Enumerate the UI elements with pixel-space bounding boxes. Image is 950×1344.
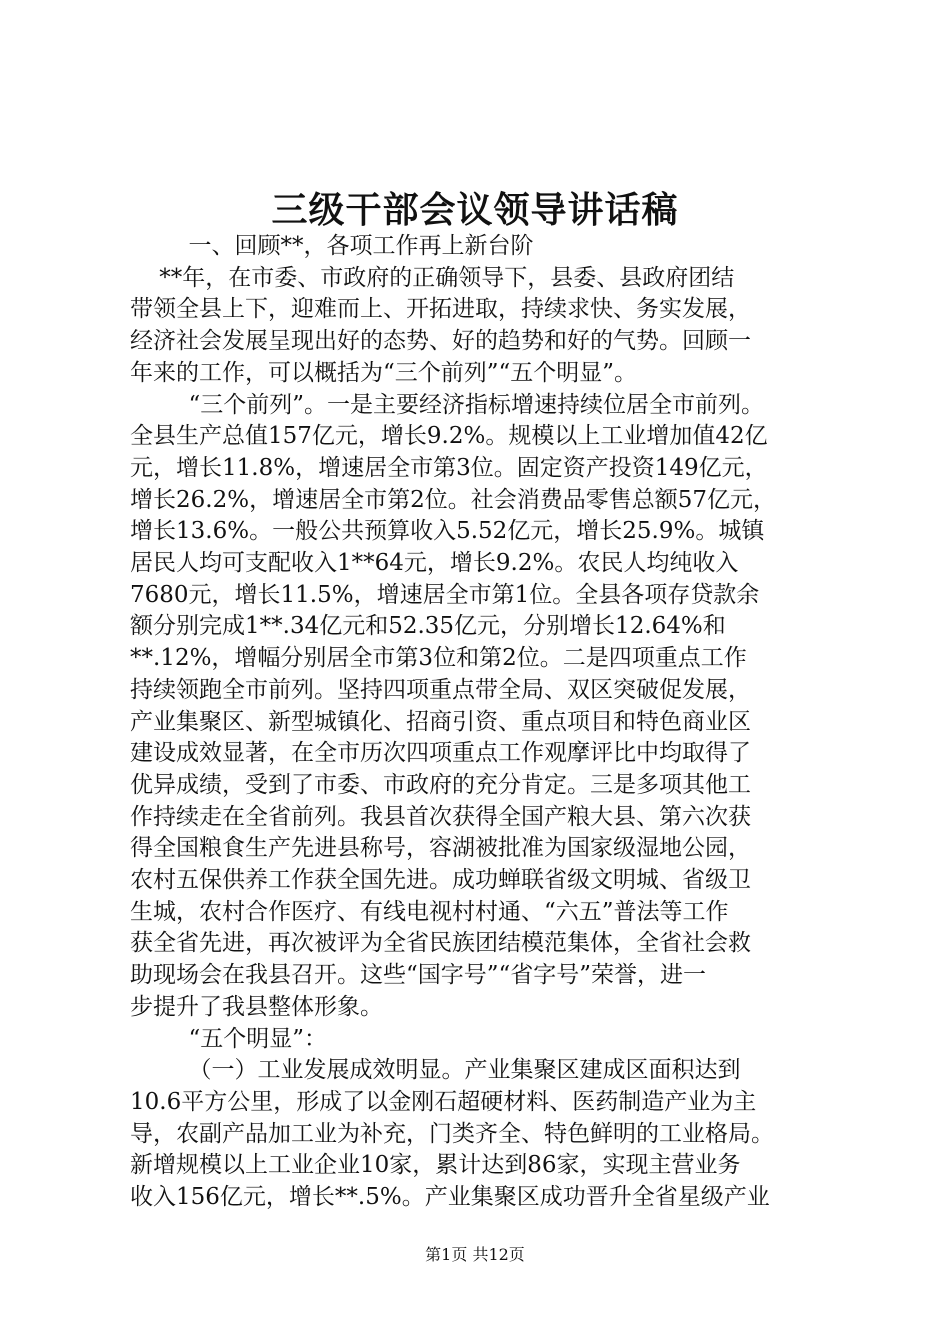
body-line: 建设成效显著，在全市历次四项重点工作观摩评比中均取得了	[130, 740, 751, 767]
body-line: 7680元，增长11.5%，增速居全市第1位。全县各项存贷款余	[130, 581, 760, 608]
body-line: 作持续走在全省前列。我县首次获得全国产粮大县、第六次获	[130, 803, 751, 830]
body-line: 持续领跑全市前列。坚持四项重点带全局、双区突破促发展，	[130, 676, 751, 703]
body-line: “五个明显”：	[130, 1025, 328, 1052]
body-line: “三个前列”。一是主要经济指标增速持续位居全市前列。	[130, 391, 765, 418]
body-line: 助现场会在我县召开。这些“国字号”“省字号”荣誉，进一	[130, 962, 707, 989]
body-line: 农村五保供养工作获全国先进。成功蝉联省级文明城、省级卫	[130, 867, 751, 893]
document-title: 三级干部会议领导讲话稿	[271, 189, 679, 231]
body-line: 全县生产总值157亿元，增长9.2%。规模以上工业增加值42亿	[130, 423, 768, 450]
body-line: 增长26.2%，增速居全市第2位。社会消费品零售总额57亿元，	[130, 486, 776, 513]
body-line: 产业集聚区、新型城镇化、招商引资、重点项目和特色商业区	[130, 708, 751, 735]
body-line: 生城，农村合作医疗、有线电视村村通、“六五”普法等工作	[130, 898, 729, 925]
body-line: 获全省先进，再次被评为全省民族团结模范集体，全省社会救	[130, 930, 751, 957]
body-line: 新增规模以上工业企业10家，累计达到86家，实现主营业务	[130, 1152, 741, 1179]
body-line: 额分别完成1**.34亿元和52.35亿元，分别增长12.64%和	[130, 613, 726, 640]
body-line: 10.6平方公里，形成了以金刚石超硬材料、医药制造产业为主	[130, 1088, 757, 1115]
body-line: 经济社会发展呈现出好的态势、好的趋势和好的气势。回顾一	[130, 328, 751, 355]
body-line: 一、回顾**，各项工作再上新台阶	[130, 233, 534, 259]
body-line: 年来的工作，可以概括为“三个前列”“五个明显”。	[130, 359, 638, 386]
body-line: 元，增长11.8%，增速居全市第3位。固定资产投资149亿元，	[130, 454, 768, 481]
body-line: 步提升了我县整体形象。	[130, 993, 383, 1020]
body-line: 增长13.6%。一般公共预算收入5.52亿元，增长25.9%。城镇	[130, 518, 765, 545]
body-line: 优异成绩，受到了市委、市政府的充分肯定。三是多项其他工	[130, 771, 751, 798]
body-line: 得全国粮食生产先进县称号，容湖被批准为国家级湿地公园，	[130, 835, 751, 862]
body-line: **.12%，增幅分别居全市第3位和第2位。二是四项重点工作	[130, 645, 747, 672]
body-line: 导，农副产品加工业为补充，门类齐全、特色鲜明的工业格局。	[130, 1120, 774, 1147]
body-line: （一）工业发展成效明显。产业集聚区建成区面积达到	[130, 1057, 741, 1084]
body-line: 带领全县上下，迎难而上、开拓进取，持续求快、务实发展，	[130, 296, 751, 323]
body-line: 居民人均可支配收入1**64元，增长9.2%。农民人均纯收入	[130, 550, 739, 576]
page-footer: 第1页 共12页	[425, 1245, 525, 1264]
body-line: **年，在市委、市政府的正确领导下，县委、县政府团结	[130, 264, 735, 291]
body-line: 收入156亿元，增长**.5%。产业集聚区成功晋升全省星级产业	[130, 1184, 770, 1210]
